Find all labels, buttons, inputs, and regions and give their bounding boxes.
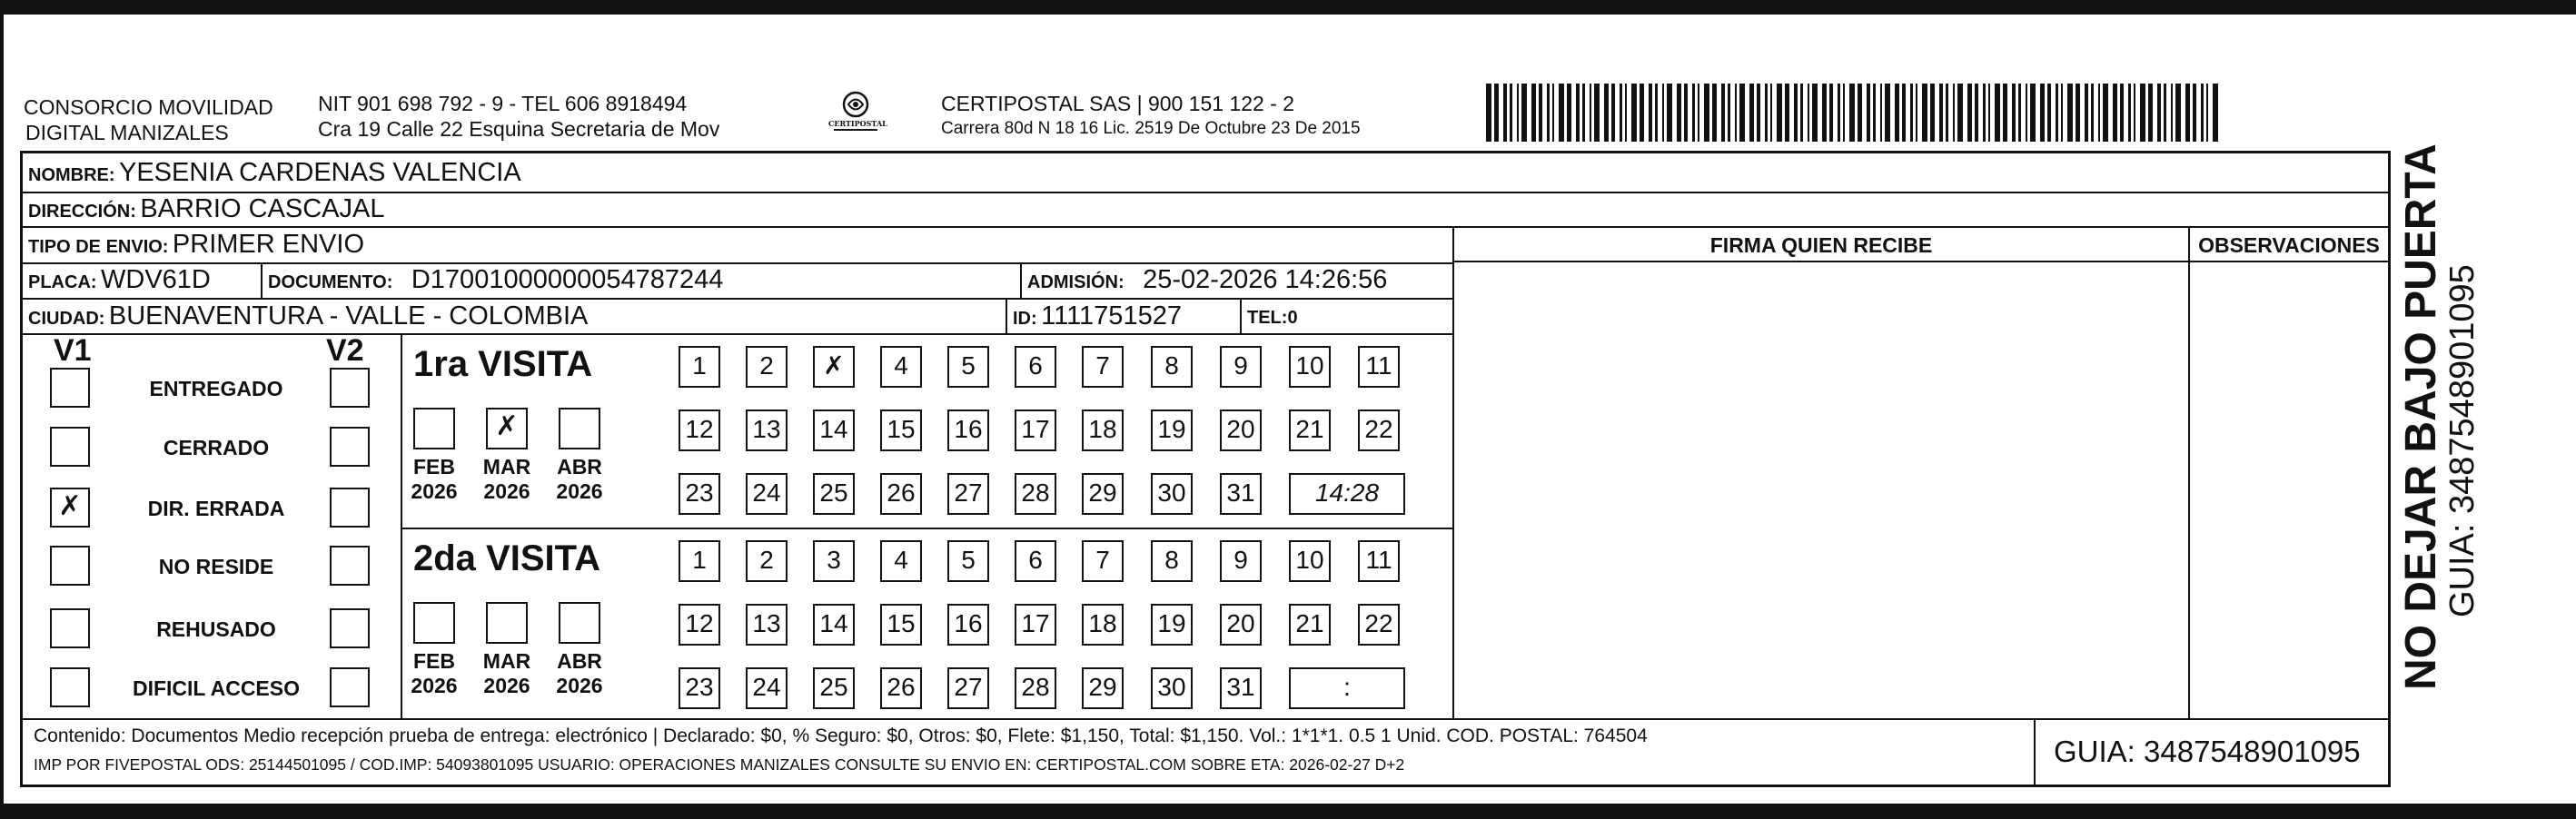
barcode-bar xyxy=(1953,84,1955,142)
barcode-bar xyxy=(1739,84,1745,142)
barcode-bar xyxy=(1957,84,1963,142)
month-name: MAR xyxy=(482,649,531,673)
v2-checkbox[interactable] xyxy=(330,488,370,528)
day-box[interactable]: 27 xyxy=(947,667,989,709)
barcode-bar xyxy=(1503,84,1507,142)
day-box[interactable]: 4 xyxy=(880,346,922,388)
month-name: ABR xyxy=(557,649,602,673)
barcode-bar xyxy=(1983,84,1986,142)
company-line-1: CONSORCIO MOVILIDAD xyxy=(24,95,273,119)
month-label xyxy=(402,649,466,698)
barcode-bar xyxy=(1765,84,1768,142)
month-year: 2026 xyxy=(483,674,530,697)
barcode-bar xyxy=(2140,84,2145,142)
logo-caption: CERTIPOSTAL xyxy=(828,119,887,128)
barcode-bar xyxy=(1794,84,1798,142)
barcode-bar xyxy=(1916,84,1917,142)
barcode-bar xyxy=(1808,84,1809,142)
company-line-2: DIGITAL MANIZALES xyxy=(25,121,229,144)
barcode-bar xyxy=(2185,84,2190,142)
ciudad-cell xyxy=(28,301,588,336)
day-box[interactable]: 31 xyxy=(1220,667,1262,709)
barcode-bar xyxy=(2012,84,2016,142)
day-box[interactable]: 13 xyxy=(746,410,788,451)
day-box[interactable]: 8 xyxy=(1151,346,1193,388)
barcode-bar xyxy=(1594,84,1600,142)
id-cell xyxy=(1013,301,1182,336)
barcode-bar xyxy=(1735,84,1737,142)
day-box[interactable]: 19 xyxy=(1151,604,1193,646)
ciudad-label: CIUDAD: xyxy=(28,309,105,329)
barcode-bar xyxy=(1692,84,1695,142)
barcode-bar xyxy=(1922,84,1927,142)
day-box[interactable]: 25 xyxy=(813,473,855,515)
visit-title: 2da VISITA xyxy=(413,538,600,578)
day-box[interactable]: 12 xyxy=(679,604,720,646)
month-year: 2026 xyxy=(483,479,530,503)
barcode-bar xyxy=(1712,84,1717,142)
footer-impresion: IMP POR FIVEPOSTAL ODS: 25144501095 / COD.IMP: 54093801095 USUARIO: OPERACIONES MANIZALES CONSULTE SU ENVIO EN: CERTIPOSTAL.COM SOBRE ETA: 2026-02-27 D+2 xyxy=(34,755,1405,774)
month-label xyxy=(475,455,539,504)
barcode-bar xyxy=(2018,84,2021,142)
barcode-bar xyxy=(2134,84,2135,142)
day-box[interactable]: 26 xyxy=(880,667,922,709)
tipo-label: TIPO DE ENVIO: xyxy=(28,237,169,257)
barcode-bar xyxy=(1843,84,1845,142)
v2-checkbox[interactable] xyxy=(330,427,370,467)
v1-checkbox[interactable]: ✗ xyxy=(50,488,90,528)
barcode-bar xyxy=(1517,84,1519,142)
day-box[interactable]: 29 xyxy=(1082,667,1124,709)
day-box[interactable]: 1 xyxy=(679,540,720,582)
barcode-bar xyxy=(1625,84,1627,142)
barcode-bar xyxy=(1604,84,1609,142)
barcode-bar xyxy=(2103,84,2108,142)
day-box[interactable]: 24 xyxy=(746,667,788,709)
month-checkbox[interactable] xyxy=(486,602,528,644)
day-box[interactable]: 27 xyxy=(947,473,989,515)
barcode-bar xyxy=(1539,84,1542,142)
barcode-bar xyxy=(1590,84,1591,142)
day-box[interactable]: 5 xyxy=(947,540,989,582)
status-label: NO RESIDE xyxy=(158,555,274,578)
barcode-bar xyxy=(1698,84,1699,142)
delivery-form xyxy=(20,151,2391,787)
barcode-bar xyxy=(1576,84,1580,142)
month-name: FEB xyxy=(413,649,455,673)
barcode-bar xyxy=(1559,84,1564,142)
status-label: CERRADO xyxy=(163,436,270,459)
month-year: 2026 xyxy=(556,479,603,503)
v1-header: V1 xyxy=(54,333,92,368)
day-box[interactable]: 18 xyxy=(1082,410,1124,451)
day-box[interactable]: 29 xyxy=(1082,473,1124,515)
scan-edge-top xyxy=(0,0,2576,15)
barcode-bar xyxy=(1885,84,1890,142)
barcode-bar xyxy=(2076,84,2080,142)
day-box[interactable]: 11 xyxy=(1358,346,1400,388)
barcode-bar xyxy=(1721,84,1725,142)
barcode-bar xyxy=(2085,84,2088,142)
day-box[interactable]: 10 xyxy=(1289,346,1331,388)
month-name: MAR xyxy=(482,455,531,479)
barcode-bar xyxy=(1770,84,1772,142)
visit-title: 1ra VISITA xyxy=(413,344,593,384)
v2-checkbox[interactable] xyxy=(330,608,370,648)
day-box[interactable]: 2 xyxy=(746,346,788,388)
time-box[interactable]: 14:28 xyxy=(1289,473,1405,515)
side-warning: NO DEJAR BAJO PUERTA xyxy=(2397,143,2445,690)
day-box[interactable]: 1 xyxy=(679,346,720,388)
barcode-bar xyxy=(1812,84,1818,142)
v2-checkbox[interactable] xyxy=(330,667,370,707)
day-box[interactable]: 13 xyxy=(746,604,788,646)
barcode-bar xyxy=(1873,84,1876,142)
barcode-bar xyxy=(2026,84,2027,142)
barcode-bar xyxy=(1880,84,1882,142)
month-year: 2026 xyxy=(556,674,603,697)
day-box[interactable]: 7 xyxy=(1082,540,1124,582)
barcode-bar xyxy=(2148,84,2153,142)
barcode-bar xyxy=(1631,84,1637,142)
month-label xyxy=(548,455,611,504)
barcode-bar xyxy=(1667,84,1672,142)
day-box[interactable]: 24 xyxy=(746,473,788,515)
v2-header: V2 xyxy=(326,333,364,368)
observaciones-header: OBSERVACIONES xyxy=(2198,233,2380,257)
barcode-bar xyxy=(2164,84,2166,142)
day-box[interactable]: 8 xyxy=(1151,540,1193,582)
day-box[interactable]: 23 xyxy=(679,473,720,515)
company-info xyxy=(318,91,719,142)
nombre-row xyxy=(28,157,521,192)
v2-checkbox[interactable] xyxy=(330,368,370,408)
status-label: DIFICIL ACCESO xyxy=(132,676,300,700)
id-label: ID: xyxy=(1013,309,1037,329)
status-label: REHUSADO xyxy=(156,617,276,641)
month-label xyxy=(475,649,539,698)
v1-checkbox[interactable] xyxy=(50,608,90,648)
barcode-bar xyxy=(1895,84,1899,142)
barcode-bar xyxy=(1728,84,1730,142)
day-box[interactable]: 28 xyxy=(1015,667,1056,709)
day-box[interactable]: 14 xyxy=(813,410,855,451)
company-name xyxy=(24,94,273,145)
barcode-bar xyxy=(2098,84,2100,142)
barcode-bar xyxy=(1521,84,1527,142)
day-box[interactable]: 4 xyxy=(880,540,922,582)
barcode-bar xyxy=(2047,84,2051,142)
month-checkbox[interactable] xyxy=(413,408,455,449)
day-box[interactable]: 17 xyxy=(1015,410,1056,451)
v1-checkbox[interactable] xyxy=(50,368,90,408)
barcode-bar xyxy=(1582,84,1585,142)
barcode-bar xyxy=(2175,84,2181,142)
barcode-bar xyxy=(1838,84,1840,142)
month-label xyxy=(548,649,611,698)
barcode-bar xyxy=(1757,84,1760,142)
day-box[interactable]: 5 xyxy=(947,346,989,388)
nombre-value: YESENIA CARDENAS VALENCIA xyxy=(119,158,521,187)
day-box[interactable]: 11 xyxy=(1358,540,1400,582)
barcode-bar xyxy=(1510,84,1512,142)
barcode-bar xyxy=(1677,84,1681,142)
v2-checkbox[interactable] xyxy=(330,546,370,586)
day-box[interactable]: 6 xyxy=(1015,540,1056,582)
day-box[interactable]: 16 xyxy=(947,604,989,646)
scan-edge-left xyxy=(0,0,4,819)
day-box[interactable]: 12 xyxy=(679,410,720,451)
barcode-bar xyxy=(2213,84,2218,142)
barcode-bar xyxy=(2206,84,2208,142)
ciudad-value: BUENAVENTURA - VALLE - COLOMBIA xyxy=(108,301,589,331)
barcode-bar xyxy=(1655,84,1658,142)
day-box[interactable]: 31 xyxy=(1220,473,1262,515)
barcode-bar xyxy=(1822,84,1827,142)
courier-line-1: CERTIPOSTAL SAS | 900 151 122 - 2 xyxy=(941,92,1295,115)
barcode-bar xyxy=(1494,84,1499,142)
barcode-bar xyxy=(2030,84,2036,142)
barcode-bar xyxy=(1988,84,1990,142)
month-checkbox[interactable] xyxy=(559,602,600,644)
barcode-bar xyxy=(2193,84,2196,142)
barcode-bar xyxy=(1662,84,1664,142)
day-box[interactable]: 20 xyxy=(1220,410,1262,451)
v1-checkbox[interactable] xyxy=(50,546,90,586)
address-line: Cra 19 Calle 22 Esquina Secretaria de Mov xyxy=(318,117,720,141)
barcode-bar xyxy=(1930,84,1935,142)
day-box[interactable]: 26 xyxy=(880,473,922,515)
barcode-bar xyxy=(2091,84,2094,142)
id-value: 1111751527 xyxy=(1041,301,1182,331)
day-box[interactable]: 23 xyxy=(679,667,720,709)
day-box[interactable]: 22 xyxy=(1358,410,1400,451)
time-box[interactable]: : xyxy=(1289,667,1405,709)
barcode-bar xyxy=(2067,84,2073,142)
day-box[interactable]: 15 xyxy=(880,410,922,451)
day-box[interactable]: 25 xyxy=(813,667,855,709)
documento-label: DOCUMENTO: xyxy=(268,272,393,292)
certipostal-logo xyxy=(828,89,887,143)
barcode-bar xyxy=(1995,84,2000,142)
direccion-label: DIRECCIÓN: xyxy=(28,202,136,222)
day-box[interactable]: 3 xyxy=(813,540,855,582)
barcode-bar xyxy=(1867,84,1870,142)
nombre-label: NOMBRE: xyxy=(28,165,115,185)
firma-header: FIRMA QUIEN RECIBE xyxy=(1709,233,1933,257)
barcode-bar xyxy=(1829,84,1833,142)
barcode-bar xyxy=(2056,84,2058,142)
barcode-bar xyxy=(1800,84,1803,142)
admision-label: ADMISIÓN: xyxy=(1027,272,1125,292)
barcode-bar xyxy=(2113,84,2117,142)
month-name: FEB xyxy=(413,455,455,479)
day-box[interactable]: 14 xyxy=(813,604,855,646)
barcode-bar xyxy=(2171,84,2173,142)
placa-value: WDV61D xyxy=(101,265,211,294)
day-box[interactable]: 19 xyxy=(1151,410,1193,451)
courier-info xyxy=(941,91,1361,140)
tel-value: 0 xyxy=(1287,308,1298,328)
day-box[interactable]: 2 xyxy=(746,540,788,582)
placa-label: PLACA: xyxy=(28,272,97,292)
day-box[interactable]: 16 xyxy=(947,410,989,451)
day-box[interactable]: 9 xyxy=(1220,346,1262,388)
day-box[interactable]: 18 xyxy=(1082,604,1124,646)
day-box[interactable]: 9 xyxy=(1220,540,1262,582)
barcode-bar xyxy=(1785,84,1789,142)
day-box[interactable]: 22 xyxy=(1358,604,1400,646)
barcode-bar xyxy=(2157,84,2161,142)
nit-line: NIT 901 698 792 - 9 - TEL 606 8918494 xyxy=(318,92,688,115)
barcode-bar xyxy=(1704,84,1709,142)
day-box[interactable]: 21 xyxy=(1289,410,1331,451)
admision-value: 25-02-2026 14:26:56 xyxy=(1143,265,1388,294)
barcode-bar xyxy=(2120,84,2124,142)
admision-cell xyxy=(1027,264,1387,300)
month-year: 2026 xyxy=(411,674,458,697)
barcode xyxy=(1486,84,2220,142)
month-checkbox[interactable]: ✗ xyxy=(486,408,528,449)
day-box[interactable]: 6 xyxy=(1015,346,1056,388)
placa-cell xyxy=(28,264,211,300)
barcode-bar xyxy=(1567,84,1571,142)
barcode-bar xyxy=(1531,84,1536,142)
day-box[interactable]: 17 xyxy=(1015,604,1056,646)
barcode-bar xyxy=(1946,84,1948,142)
barcode-bar xyxy=(1858,84,1862,142)
barcode-bar xyxy=(1486,84,1491,142)
barcode-bar xyxy=(1684,84,1688,142)
status-label: ENTREGADO xyxy=(149,377,283,400)
month-label xyxy=(402,455,466,504)
direccion-value: BARRIO CASCAJAL xyxy=(140,194,385,223)
barcode-bar xyxy=(1910,84,1913,142)
footer-contenido: Contenido: Documentos Medio recepción prueba de entrega: electrónico | Declarado: $0, % Seguro: $0, Otros: $0, Flete: $1,150, Total: $1,150. Vol.: 1*1*1. 0.5 1 Unid. COD. POSTAL: 764504 xyxy=(34,725,1648,746)
v1-checkbox[interactable] xyxy=(50,427,90,467)
documento-cell xyxy=(268,264,723,300)
barcode-bar xyxy=(2040,84,2045,142)
day-box[interactable]: 7 xyxy=(1082,346,1124,388)
tel-cell xyxy=(1247,302,1298,335)
v1-checkbox[interactable] xyxy=(50,667,90,707)
day-box[interactable]: 15 xyxy=(880,604,922,646)
barcode-bar xyxy=(1611,84,1615,142)
day-box[interactable]: 30 xyxy=(1151,473,1193,515)
day-box[interactable]: 30 xyxy=(1151,667,1193,709)
barcode-bar xyxy=(1649,84,1652,142)
day-box[interactable]: 21 xyxy=(1289,604,1331,646)
barcode-bar xyxy=(1939,84,1943,142)
barcode-bar xyxy=(1552,84,1554,142)
barcode-bar xyxy=(1749,84,1754,142)
tipo-value: PRIMER ENVIO xyxy=(172,230,365,259)
day-box[interactable] xyxy=(813,346,855,388)
month-checkbox[interactable] xyxy=(559,408,600,449)
barcode-bar xyxy=(1975,84,1978,142)
scan-edge-bottom xyxy=(0,804,2576,819)
barcode-bar xyxy=(2201,84,2204,142)
barcode-bar xyxy=(1620,84,1622,142)
day-box[interactable]: 10 xyxy=(1289,540,1331,582)
month-year: 2026 xyxy=(411,479,458,503)
barcode-bar xyxy=(1967,84,1972,142)
month-checkbox[interactable] xyxy=(413,602,455,644)
barcode-bar xyxy=(2061,84,2063,142)
barcode-bar xyxy=(1849,84,1855,142)
status-label: DIR. ERRADA xyxy=(147,497,285,520)
barcode-bar xyxy=(1547,84,1550,142)
tel-label: TEL: xyxy=(1247,308,1288,328)
footer-guia: GUIA: 3487548901095 xyxy=(2054,735,2361,768)
barcode-bar xyxy=(1777,84,1782,142)
barcode-bar xyxy=(2003,84,2007,142)
month-name: ABR xyxy=(557,455,602,479)
direccion-row xyxy=(28,193,384,229)
courier-line-2: Carrera 80d N 18 16 Lic. 2519 De Octubre 23 De 2015 xyxy=(941,119,1361,138)
tipo-row xyxy=(28,229,364,264)
day-mark: ✗ xyxy=(823,350,845,380)
barcode-bar xyxy=(2128,84,2131,142)
documento-value: D17001000000054787244 xyxy=(411,265,724,294)
side-guia: GUIA: 3487548901095 xyxy=(2443,264,2482,617)
barcode-bar xyxy=(1640,84,1644,142)
day-box[interactable]: 28 xyxy=(1015,473,1056,515)
barcode-bar xyxy=(1902,84,1906,142)
day-box[interactable]: 20 xyxy=(1220,604,1262,646)
